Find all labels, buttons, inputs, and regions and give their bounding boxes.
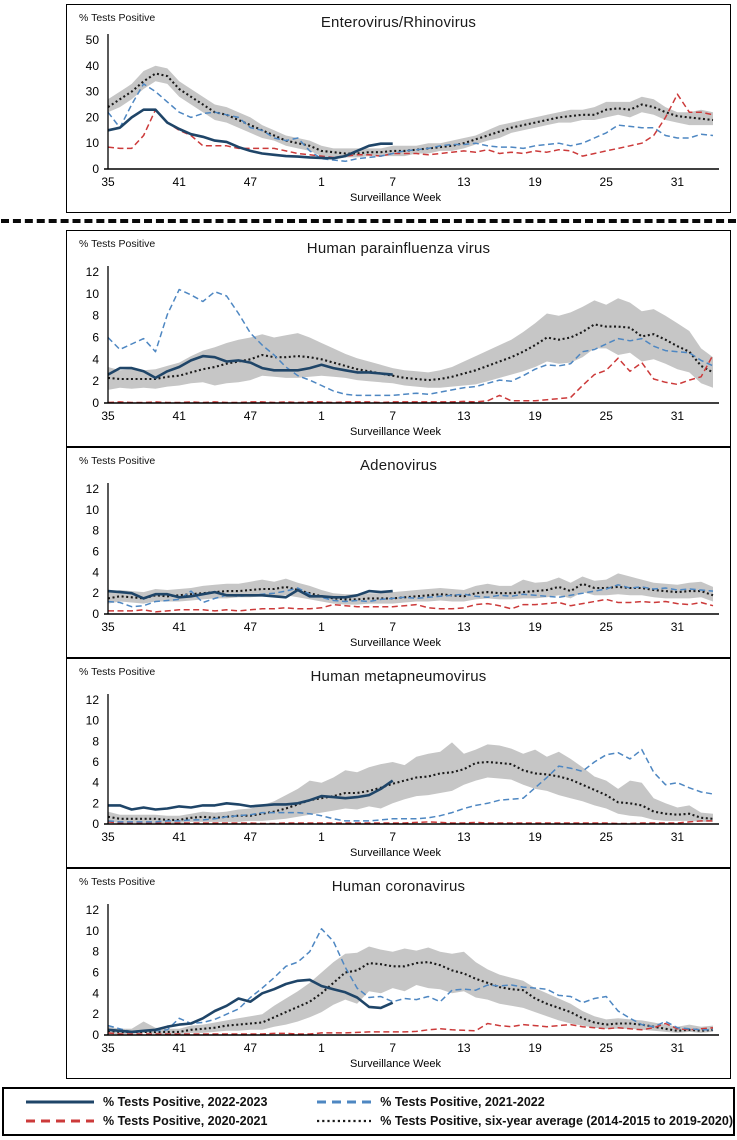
x-tick-label: 13 xyxy=(457,620,471,634)
chart-panel-coronavirus xyxy=(66,868,731,1079)
x-tick-label: 19 xyxy=(528,175,542,189)
y-tick-label: 10 xyxy=(85,713,99,728)
x-axis-label: Surveillance Week xyxy=(350,426,441,438)
x-tick-label: 41 xyxy=(172,1041,186,1055)
x-tick-label: 31 xyxy=(670,175,685,189)
x-tick-label: 19 xyxy=(528,409,542,423)
y-tick-label: 8 xyxy=(92,308,99,323)
x-tick-label: 31 xyxy=(670,620,685,634)
y-tick-label: 12 xyxy=(85,482,99,496)
y-tick-label: 0 xyxy=(92,396,99,410)
y-tick-label: 10 xyxy=(85,923,99,938)
legend-label-2022-2023: % Tests Positive, 2022-2023 xyxy=(103,1094,268,1109)
solid-line-sample-icon xyxy=(24,1097,96,1107)
y-tick-label: 2 xyxy=(92,374,99,389)
chart-panel-adenovirus xyxy=(66,447,731,658)
x-tick-label: 13 xyxy=(457,409,471,423)
legend xyxy=(2,1087,735,1136)
x-tick-label: 47 xyxy=(243,830,258,844)
avg-confidence-band xyxy=(108,573,713,604)
chart-panel-metapneumovirus xyxy=(66,658,731,868)
y-tick-label: 4 xyxy=(92,986,99,1001)
red-dashed-line-sample-icon xyxy=(24,1116,96,1126)
chart-title-metapneumovirus: Human metapneumovirus xyxy=(310,668,487,685)
x-tick-label: 47 xyxy=(243,175,258,189)
x-axis-label: Surveillance Week xyxy=(350,637,441,649)
x-tick-label: 19 xyxy=(528,830,542,844)
x-tick-label: 25 xyxy=(599,830,613,844)
legend-item-2020-2021 xyxy=(24,1114,315,1128)
x-tick-label: 41 xyxy=(172,620,186,634)
y-tick-label: 4 xyxy=(92,352,99,367)
y-tick-label: 12 xyxy=(85,693,99,707)
x-tick-label: 35 xyxy=(101,1041,115,1055)
y-tick-label: 6 xyxy=(92,755,99,769)
adenovirus-plot xyxy=(68,449,729,656)
enterovirus-rhinovirus-plot xyxy=(68,6,729,211)
y-axis-unit-label: % Tests Positive xyxy=(79,666,156,678)
panel-divider-dashed-line xyxy=(1,219,736,223)
x-tick-label: 13 xyxy=(457,830,471,844)
dotted-line-sample-icon xyxy=(315,1116,373,1126)
x-tick-label: 7 xyxy=(389,830,397,844)
parainfluenza-plot xyxy=(68,232,729,445)
avg-confidence-band xyxy=(108,298,713,390)
legend-item-2021-2022 xyxy=(315,1095,733,1109)
x-tick-label: 25 xyxy=(599,1041,613,1055)
y-tick-label: 12 xyxy=(85,903,99,917)
x-tick-label: 31 xyxy=(670,1041,685,1055)
y-tick-label: 0 xyxy=(92,1028,99,1042)
x-tick-label: 47 xyxy=(243,409,258,423)
x-tick-label: 25 xyxy=(599,620,613,634)
y-tick-label: 4 xyxy=(92,565,99,580)
x-tick-label: 31 xyxy=(670,409,685,423)
coronavirus-plot xyxy=(68,870,729,1077)
chart-title-adenovirus: Adenovirus xyxy=(359,457,438,474)
x-tick-label: 13 xyxy=(457,175,471,189)
x-tick-label: 1 xyxy=(318,1041,325,1055)
chart-title-enterovirus-rhinovirus: Enterovirus/Rhinovirus xyxy=(320,14,477,31)
y-tick-label: 8 xyxy=(92,944,99,959)
x-tick-label: 35 xyxy=(101,175,115,189)
y-tick-label: 2 xyxy=(92,586,99,601)
chart-title-parainfluenza: Human parainfluenza virus xyxy=(306,240,491,257)
y-axis-unit-label: % Tests Positive xyxy=(79,455,156,467)
y-tick-label: 2 xyxy=(92,1007,99,1022)
legend-label-six-year-average: % Tests Positive, six-year average (2014-2015 to 2019-2020) xyxy=(380,1114,733,1129)
x-tick-label: 35 xyxy=(101,620,115,634)
y-tick-label: 2 xyxy=(92,796,99,811)
legend-item-2022-2023 xyxy=(24,1095,315,1109)
legend-item-six-year-average xyxy=(315,1114,733,1128)
y-tick-label: 20 xyxy=(85,110,99,125)
y-tick-label: 0 xyxy=(92,162,99,176)
x-tick-label: 7 xyxy=(389,620,397,634)
y-tick-label: 50 xyxy=(85,33,99,47)
x-axis-label: Surveillance Week xyxy=(350,1058,441,1070)
x-axis-label: Surveillance Week xyxy=(350,192,441,204)
x-tick-label: 31 xyxy=(670,830,685,844)
x-tick-label: 25 xyxy=(599,175,613,189)
y-tick-label: 8 xyxy=(92,734,99,749)
y-tick-label: 10 xyxy=(85,502,99,517)
y-tick-label: 6 xyxy=(92,330,99,345)
y-tick-label: 40 xyxy=(85,58,99,73)
y-axis-unit-label: % Tests Positive xyxy=(79,12,156,24)
x-tick-label: 7 xyxy=(389,1041,397,1055)
y-tick-label: 6 xyxy=(92,544,99,559)
chart-panel-parainfluenza xyxy=(66,230,731,447)
metapneumovirus-plot xyxy=(68,660,729,866)
legend-column-right xyxy=(315,1089,733,1134)
x-tick-label: 41 xyxy=(172,830,186,844)
y-tick-label: 0 xyxy=(92,607,99,621)
blue-dashed-line-sample-icon xyxy=(315,1097,373,1107)
x-tick-label: 35 xyxy=(101,830,115,844)
x-tick-label: 35 xyxy=(101,409,115,423)
y-axis-unit-label: % Tests Positive xyxy=(79,238,156,250)
y-axis-unit-label: % Tests Positive xyxy=(79,876,156,888)
x-tick-label: 47 xyxy=(243,1041,258,1055)
x-tick-label: 1 xyxy=(318,830,325,844)
x-tick-label: 41 xyxy=(172,409,186,423)
y-tick-label: 6 xyxy=(92,965,99,980)
x-tick-label: 25 xyxy=(599,409,613,423)
x-tick-label: 1 xyxy=(318,620,325,634)
x-tick-label: 1 xyxy=(318,175,325,189)
x-tick-label: 47 xyxy=(243,620,258,634)
x-tick-label: 41 xyxy=(172,175,186,189)
chart-title-coronavirus: Human coronavirus xyxy=(331,878,466,895)
legend-column-left xyxy=(4,1089,315,1134)
avg-confidence-band xyxy=(108,66,713,158)
y-tick-label: 12 xyxy=(85,265,99,279)
x-tick-label: 1 xyxy=(318,409,325,423)
y-tick-label: 10 xyxy=(85,136,99,151)
x-axis-label: Surveillance Week xyxy=(350,847,441,859)
x-tick-label: 7 xyxy=(389,175,397,189)
chart-panel-enterovirus-rhinovirus xyxy=(66,4,731,213)
x-tick-label: 19 xyxy=(528,1041,542,1055)
y-tick-label: 30 xyxy=(85,84,99,99)
x-tick-label: 13 xyxy=(457,1041,471,1055)
x-tick-label: 7 xyxy=(389,409,397,423)
legend-label-2020-2021: % Tests Positive, 2020-2021 xyxy=(103,1114,268,1129)
y-tick-label: 10 xyxy=(85,286,99,301)
y-tick-label: 0 xyxy=(92,817,99,831)
y-tick-label: 4 xyxy=(92,775,99,790)
y-tick-label: 8 xyxy=(92,523,99,538)
legend-label-2021-2022: % Tests Positive, 2021-2022 xyxy=(380,1094,545,1109)
x-tick-label: 19 xyxy=(528,620,542,634)
